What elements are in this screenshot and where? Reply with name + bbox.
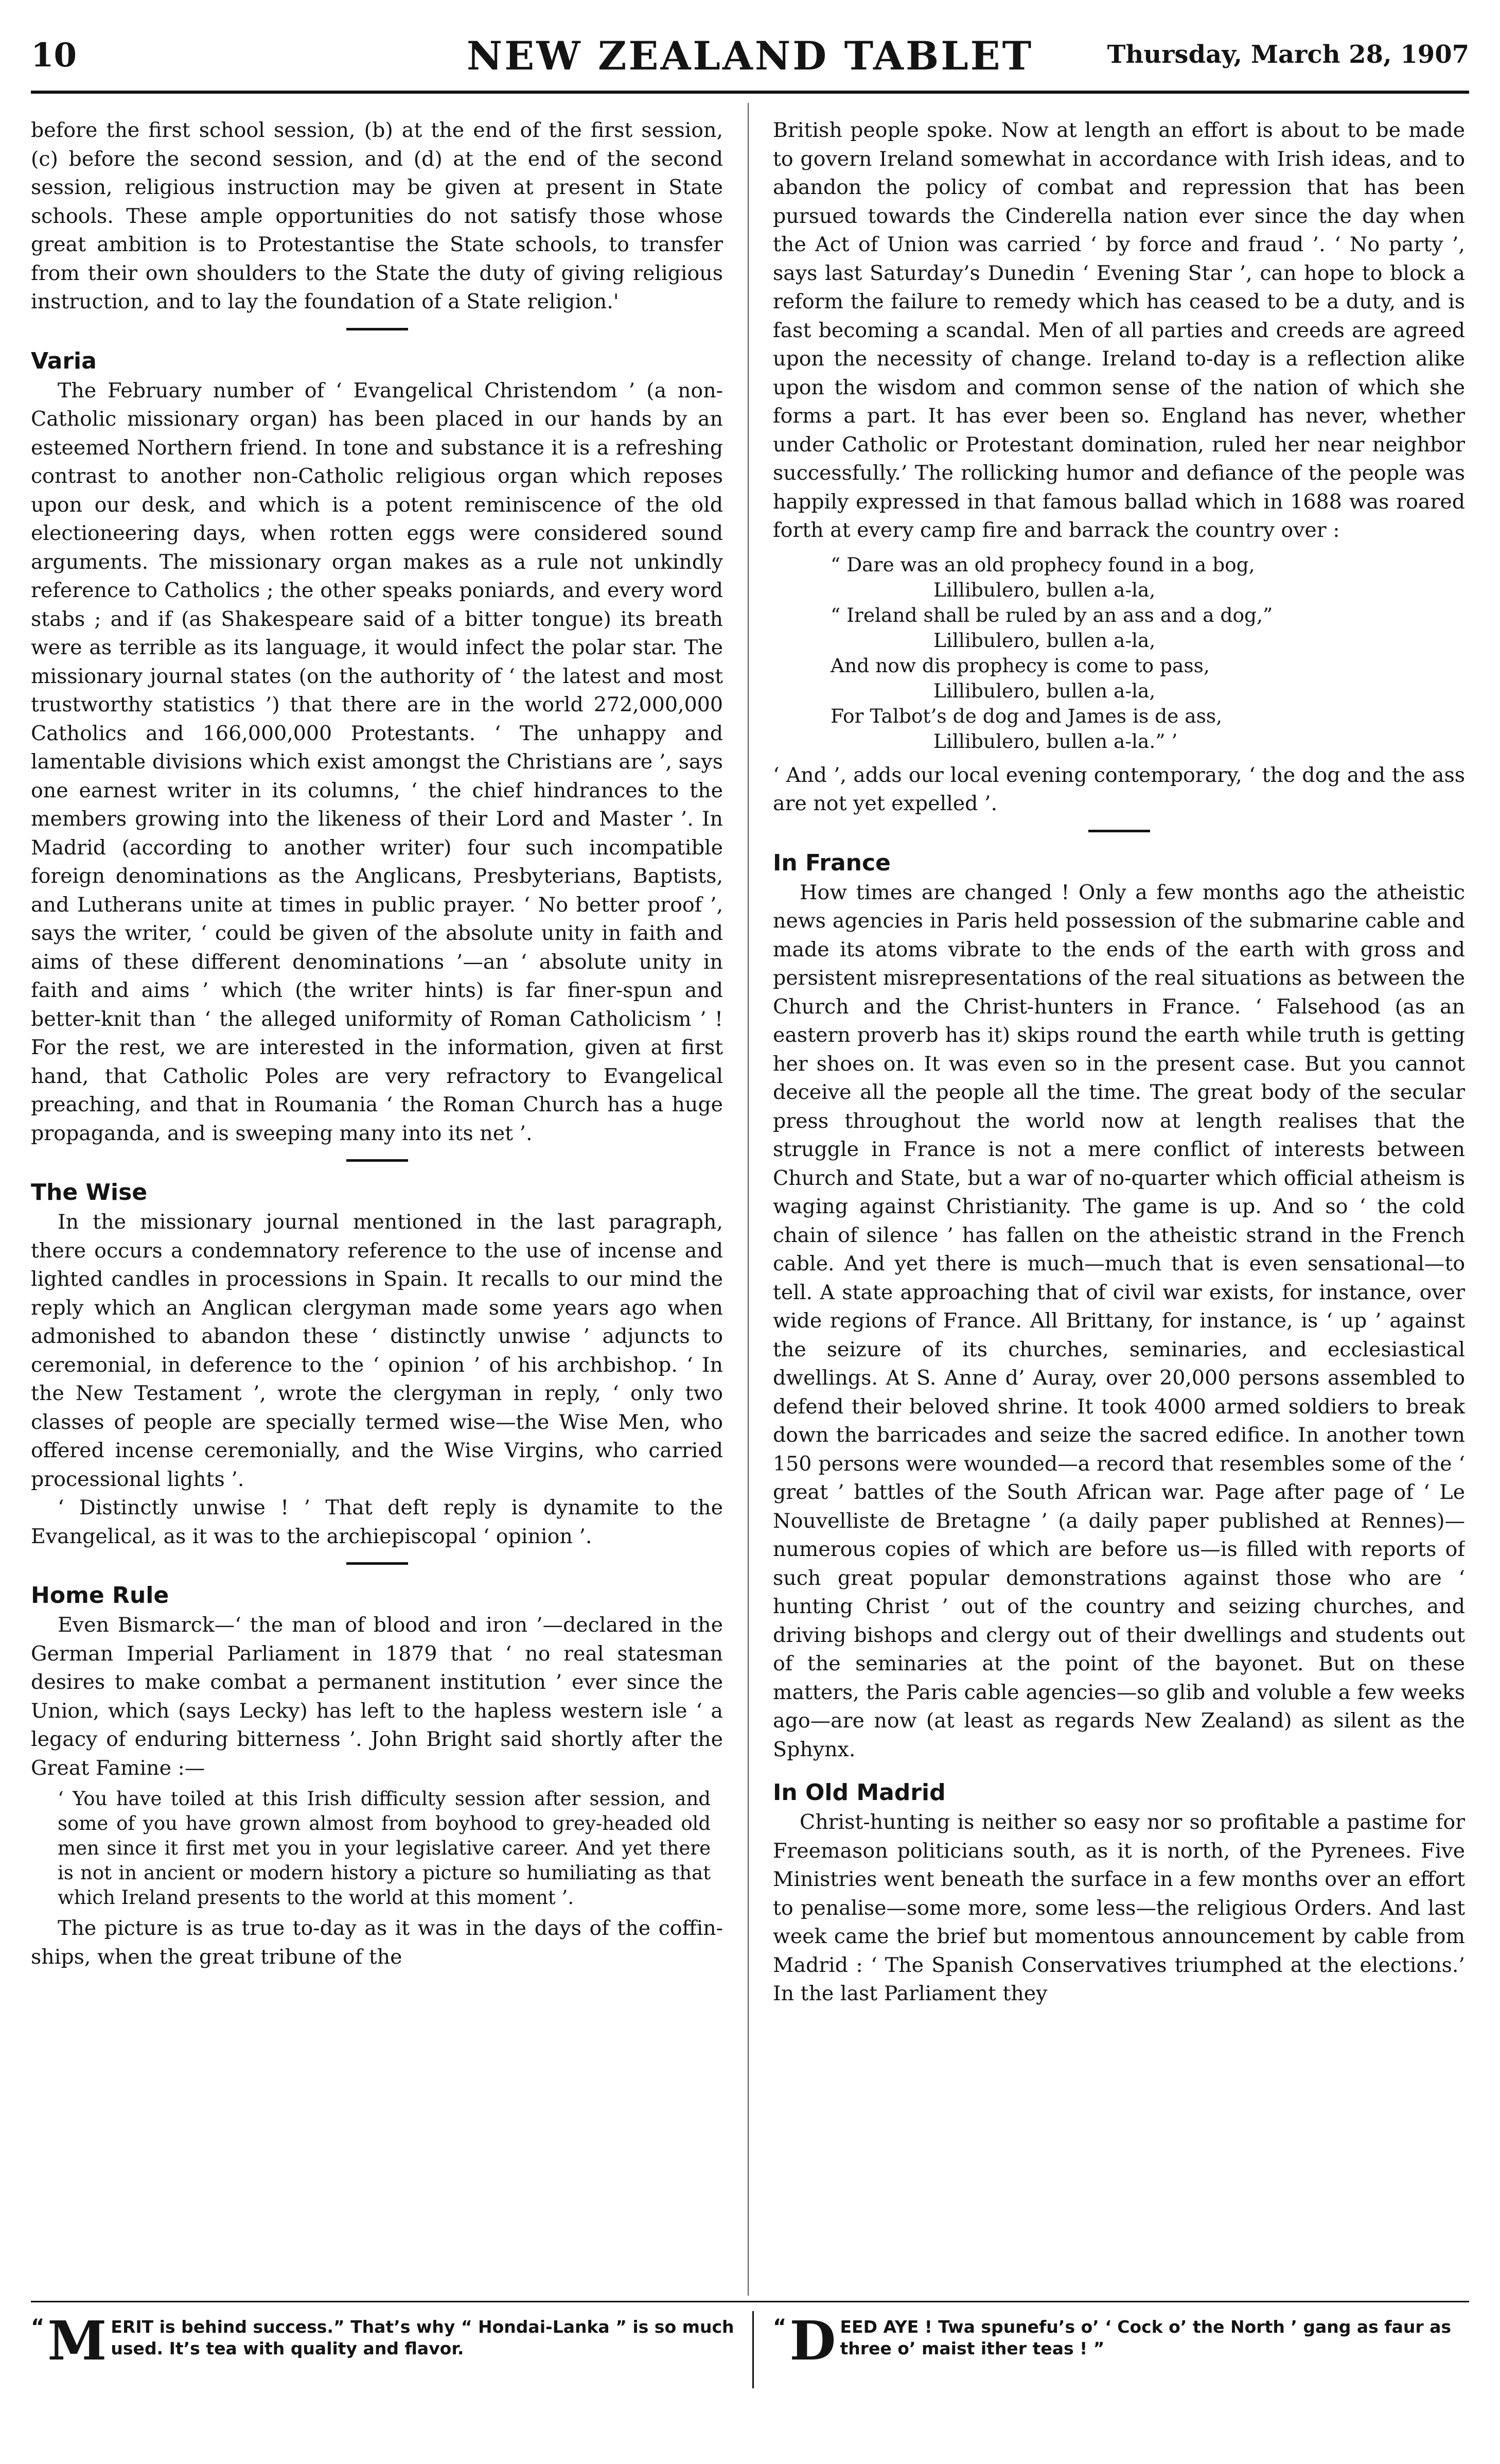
column-divider bbox=[748, 103, 749, 2296]
drop-cap: M bbox=[47, 2309, 107, 2372]
section-heading-home-rule: Home Rule bbox=[31, 1582, 169, 1609]
advertisement-cock-o-the-north bbox=[773, 2309, 1465, 2378]
page-header bbox=[31, 33, 1469, 86]
madrid-paragraph: Christ-hunting is neither so easy nor so profitable a pastime for Freemason politicians south, as it is north, of the Pyrenees. Five Ministries went beneath the surface in a few months over an effort to penalise—some more, some less—the religious Orders. And last week came the brief but momentous announcement by cable from Madrid : ‘ The Spanish Conservatives triumphed at the elections.’ In the last Parliament they bbox=[773, 1810, 1465, 2005]
header-rule bbox=[31, 91, 1469, 94]
section-separator bbox=[346, 328, 408, 330]
section-separator bbox=[346, 1159, 408, 1162]
after-verse-paragraph: ‘ And ’, adds our local evening contemporary, ‘ the dog and the ass are not yet expelled ’. bbox=[773, 763, 1465, 815]
france-paragraph: How times are changed ! Only a few months ago the atheistic news agencies in Paris held possession of the submarine cable and made its atoms vibrate to the ends of the earth with gross and persistent misrepresentations of the real situations as between the Church and the Christ-hunters in France. ‘ Falsehood (as an eastern proverb has it) skips round the earth while truth is getting her shoes on. It was even so in the present case. But you cannot deceive all the people all the time. The great body of the secular press throughout the world now at length realises that the struggle in France is not a mere conflict of interests between Church and State, but a war of no-quarter which official atheism is waging against Christianity. The game is up. And so ‘ the cold chain of silence ’ has fallen on the atheistic strand in the French cable. And yet there is much—much that is even sensational—to tell. A state approaching that of civil war exists, for instance, over wide regions of France. All Brittany, for instance, is ‘ up ’ against the seizure of its churches, seminaries, and ecclesiastical dwellings. At S. Anne d’ Auray, over 20,000 persons assembled to defend their beloved shrine. It took 4000 armed soldiers to break down the barricades and seize the sacred edifice. In another town 150 persons were wounded—a record that resembles some of the ‘ great ’ battles of the South African war. Page after page of ‘ Le Nouvelliste de Bretagne ’ (a daily paper published at Rennes)—numerous copies of which are before us—is filled with reports of such great popular demonstrations against those who are ‘ hunting Christ ’ out of the country and seizing churches, and driving bishops and clergy out of their dwellings and students out of the seminaries at the point of the bayonet. But on these matters, the Paris cable agencies—so glib and voluble a few weeks ago—are now (at least as regards New Zealand) as silent as the Sphynx. bbox=[773, 880, 1465, 1761]
quote-text: ‘ You have toiled at this Irish difficulty session after session, and some of you have grown almost from boyhood to grey-headed old men since it first met you in your legislative career. And yet there is not in ancient or modern history a picture so humiliating as that which Ireland presents to the world at this moment ’. bbox=[58, 1788, 711, 1909]
advertisement-text: ERIT is behind success.” That’s why “ Hondai-Lanka ” is so much used. It’s tea with quality and flavor. bbox=[111, 2317, 734, 2358]
advertisement-text: EED AYE ! Twa spunefu’s o’ ‘ Cock o’ the North ’ gang as faur as three o’ maist ither teas ! ” bbox=[840, 2317, 1452, 2358]
bright-quote bbox=[31, 1787, 723, 1910]
advertisement-hondai-lanka bbox=[31, 2309, 741, 2378]
verse-line: Lillibulero, bullen a-la.” ’ bbox=[933, 729, 1178, 753]
verse-line: For Talbot’s de dog and James is de ass, bbox=[831, 704, 1222, 727]
page-number: 10 bbox=[31, 36, 77, 75]
publication-title: NEW ZEALAND TABLET bbox=[466, 33, 1034, 79]
home-rule-paragraph-1: Even Bismarck—‘ the man of blood and iron ’—declared in the German Imperial Parliament in 1879 that ‘ no real statesman desires to make combat a permanent institution ’ ever since the Union, which (says Lecky) has left to the hapless western isle ‘ a legacy of enduring bitterness ’. John Bright said shortly after the Great Famine :— bbox=[31, 1613, 723, 1780]
continued-paragraph: before the first school session, (b) at the end of the first session, (c) before the second session, and (d) at the end of the second session, religious instruction may be given at present in State schools. These ample opportunities do not satisfy those whose great ambition is to Protestantise the State schools, to transfer from their own shoulders to the State the duty of giving religious instruction, and to lay the foundation of a State religion.' bbox=[31, 118, 723, 313]
ballad-verse bbox=[773, 552, 1465, 754]
verse-line: And now dis prophecy is come to pass, bbox=[831, 654, 1210, 677]
varia-paragraph: The February number of ‘ Evangelical Christendom ’ (a non-Catholic missionary organ) has been placed in our hands by an esteemed Northern friend. In tone and substance it is a refreshing contrast to another non-Catholic religious organ which reposes upon our desk, and which is a potent reminiscence of the old electioneering days, when rotten eggs were considered sound arguments. The missionary organ makes as a rule not unkindly reference to Catholics ; the other speaks poniards, and every word stabs ; and if (as Shakespeare said of a bitter tongue) its breath were as terrible as its language, it would infect the polar star. The missionary journal states (on the authority of ‘ the latest and most trustworthy statistics ’) that there are in the world 272,000,000 Catholics and 166,000,000 Protestants. ‘ The unhappy and lamentable divisions which exist amongst the Christians are ’, says one earnest writer in its columns, ‘ the chief hindrances to the members growing into the likeness of their Lord and Master ’. In Madrid (according to another writer) four such incompatible foreign denominations as the Anglicans, Presbyterians, Baptists, and Lutherans unite at times in public prayer. ‘ No better proof ’, says the writer, ‘ could be given of the absolute unity in faith and aims of these different denominations ’—an ‘ absolute unity in faith and aims ’ which (the writer hints) is far finer-spun and better-knit than ‘ the alleged uniformity of Roman Catholicism ’ ! For the rest, we are interested in the information, given at first hand, that Catholic Poles are very refractory to Evangelical preaching, and that in Roumania ‘ the Roman Church has a huge propaganda, and is sweeping many into its net ’. bbox=[31, 378, 723, 1145]
section-separator bbox=[1088, 830, 1150, 832]
left-column bbox=[31, 116, 723, 2288]
verse-line: “ Ireland shall be ruled by an ass and a dog,” bbox=[831, 603, 1273, 626]
issue-date: Thursday, March 28, 1907 bbox=[1107, 40, 1469, 69]
drop-cap: D bbox=[789, 2309, 836, 2372]
home-rule-paragraph-2: The picture is as true to-day as it was in the days of the coffin-ships, when the great tribune of the bbox=[31, 1916, 723, 1969]
wise-paragraph-2: ‘ Distinctly unwise ! ’ That deft reply is dynamite to the Evangelical, as it was to the archiepiscopal ‘ opinion ’. bbox=[31, 1496, 723, 1548]
verse-line: “ Dare was an old prophecy found in a bog, bbox=[831, 553, 1255, 576]
verse-line: Lillibulero, bullen a-la, bbox=[933, 628, 1156, 652]
section-heading-varia: Varia bbox=[31, 347, 97, 374]
wise-paragraph-1: In the missionary journal mentioned in the last paragraph, there occurs a condemnatory reference to the use of incense and lighted candles in processions in Spain. It recalls to our mind the reply which an Anglican clergyman made some years ago when admonished to abandon these ‘ distinctly unwise ’ adjuncts to ceremonial, in deference to the ‘ opinion ’ of his archbishop. ‘ In the New Testament ’, wrote the clergyman in reply, ‘ only two classes of people are specially termed wise—the Wise Men, who offered incense ceremonially, and the Wise Virgins, who carried processional lights ’. bbox=[31, 1210, 723, 1491]
right-column bbox=[773, 116, 1465, 2288]
section-heading-madrid: In Old Madrid bbox=[773, 1779, 946, 1806]
quote-mark: “ bbox=[773, 2315, 787, 2339]
section-separator bbox=[346, 1562, 408, 1565]
section-heading-france: In France bbox=[773, 849, 891, 876]
verse-line: Lillibulero, bullen a-la, bbox=[933, 578, 1156, 601]
verse-line: Lillibulero, bullen a-la, bbox=[933, 679, 1156, 702]
footer-rule bbox=[31, 2301, 1469, 2302]
quote-mark: “ bbox=[31, 2315, 45, 2339]
continued-paragraph: British people spoke. Now at length an effort is about to be made to govern Ireland somewhat in accordance with Irish ideas, and to abandon the policy of combat and repression that has been pursued towards the Cinderella nation ever since the day when the Act of Union was carried ‘ by force and fraud ’. ‘ No party ’, says last Saturday’s Dunedin ‘ Evening Star ’, can hope to block a reform the failure to remedy which has ceased to be a duty, and is fast becoming a scandal. Men of all parties and creeds are agreed upon the necessity of change. Ireland to-day is a reflection alike upon the wisdom and common sense of the nation of which she forms a part. It has ever been so. England has never, whether under Catholic or Protestant domination, ruled her near neighbor successfully.’ The rollicking humor and defiance of the people was happily expressed in that famous ballad which in 1688 was roared forth at every camp fire and barrack the country over : bbox=[773, 118, 1465, 542]
section-heading-wise: The Wise bbox=[31, 1179, 148, 1205]
footer-divider bbox=[752, 2311, 754, 2388]
